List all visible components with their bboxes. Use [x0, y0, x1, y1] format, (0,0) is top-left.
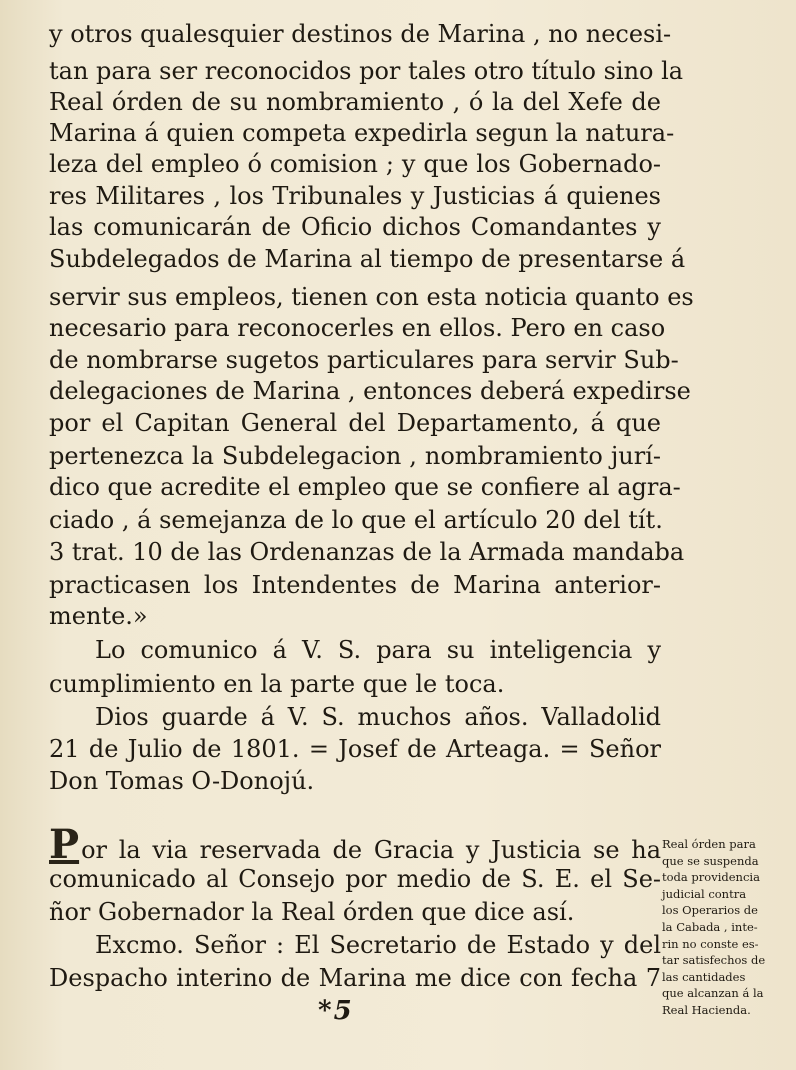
margin-note-line: las cantidades — [662, 969, 746, 984]
text-line: leza del empleo ó comision ; y que los Gobernado- — [49, 150, 661, 178]
text-line: ciado , á semejanza de lo que el artículo 20 del tít. — [49, 506, 663, 534]
text-line: Marina á quien competa expedirla segun la natura- — [49, 119, 675, 147]
text-line: ñor Gobernador la Real órden que dice así. — [49, 898, 575, 926]
text-line: y otros qualesquier destinos de Marina , no necesi- — [49, 20, 672, 48]
text-line: cumplimiento en la parte que le toca. — [49, 670, 505, 698]
text-line: necesario para reconocerles en ellos. Pero en caso — [49, 314, 666, 342]
drop-cap: P — [49, 821, 80, 868]
text-line: 3 trat. 10 de las Ordenanzas de la Armada mandaba — [49, 538, 685, 566]
text-line: Excmo. Señor : El Secretario de Estado y del — [95, 931, 661, 959]
margin-note-line: que se suspenda — [662, 853, 759, 868]
text-line: mente.» — [49, 602, 148, 630]
text-line: Don Tomas O-Donojú. — [49, 767, 315, 795]
text-line: comunicado al Consejo por medio de S. E. el Se- — [49, 865, 661, 893]
text-line: dico que acredite el empleo que se confiere al agra- — [49, 473, 681, 501]
text-line: pertenezca la Subdelegacion , nombramiento jurí- — [49, 442, 661, 470]
margin-note-line: Real Hacienda. — [662, 1002, 751, 1017]
margin-note-line: Real órden para — [662, 837, 756, 851]
margin-note-line: la Cabada , inte- — [662, 919, 758, 934]
text-line: de nombrarse sugetos particulares para servir Sub- — [49, 346, 679, 374]
margin-note-line: los Operarios de — [662, 903, 758, 918]
text-line — [49, 821, 661, 868]
margin-note — [662, 836, 786, 1019]
text-line: Real órden de su nombramiento , ó la del Xefe de — [49, 88, 661, 116]
text-line: tan para ser reconocidos por tales otro título sino la — [49, 57, 684, 85]
text-line: las comunicarán de Oficio dichos Comandantes y — [49, 213, 661, 241]
text-line: res Militares , los Tribunales y Justicias á quienes — [49, 182, 661, 210]
margin-note-line: tar satisfechos de — [662, 953, 766, 968]
drop-cap-line-text: or la via reservada de Gracia y Justicia se ha — [81, 836, 661, 864]
margin-note-line: que alcanzan á la — [662, 986, 764, 1001]
text-line: Dios guarde á V. S. muchos años. Valladolid — [95, 703, 661, 731]
signature-mark: *5 — [318, 996, 354, 1026]
text-line: delegaciones de Marina , entonces deberá expedirse — [49, 377, 691, 405]
text-line: practicasen los Intendentes de Marina anterior- — [49, 571, 661, 599]
text-line: Despacho interino de Marina me dice con fecha 7 — [49, 964, 661, 992]
text-line: 21 de Julio de 1801. = Josef de Arteaga. = Señor — [49, 735, 661, 763]
margin-note-line: toda providencia — [662, 870, 760, 885]
margin-note-line: rin no conste es- — [662, 936, 759, 951]
text-line: Lo comunico á V. S. para su inteligencia y — [95, 636, 661, 664]
text-line: por el Capitan General del Departamento, á que — [49, 409, 661, 437]
margin-note-line: judicial contra — [662, 886, 747, 901]
text-line: servir sus empleos, tienen con esta noticia quanto es — [49, 283, 694, 311]
text-line: Subdelegados de Marina al tiempo de presentarse á — [49, 245, 686, 273]
